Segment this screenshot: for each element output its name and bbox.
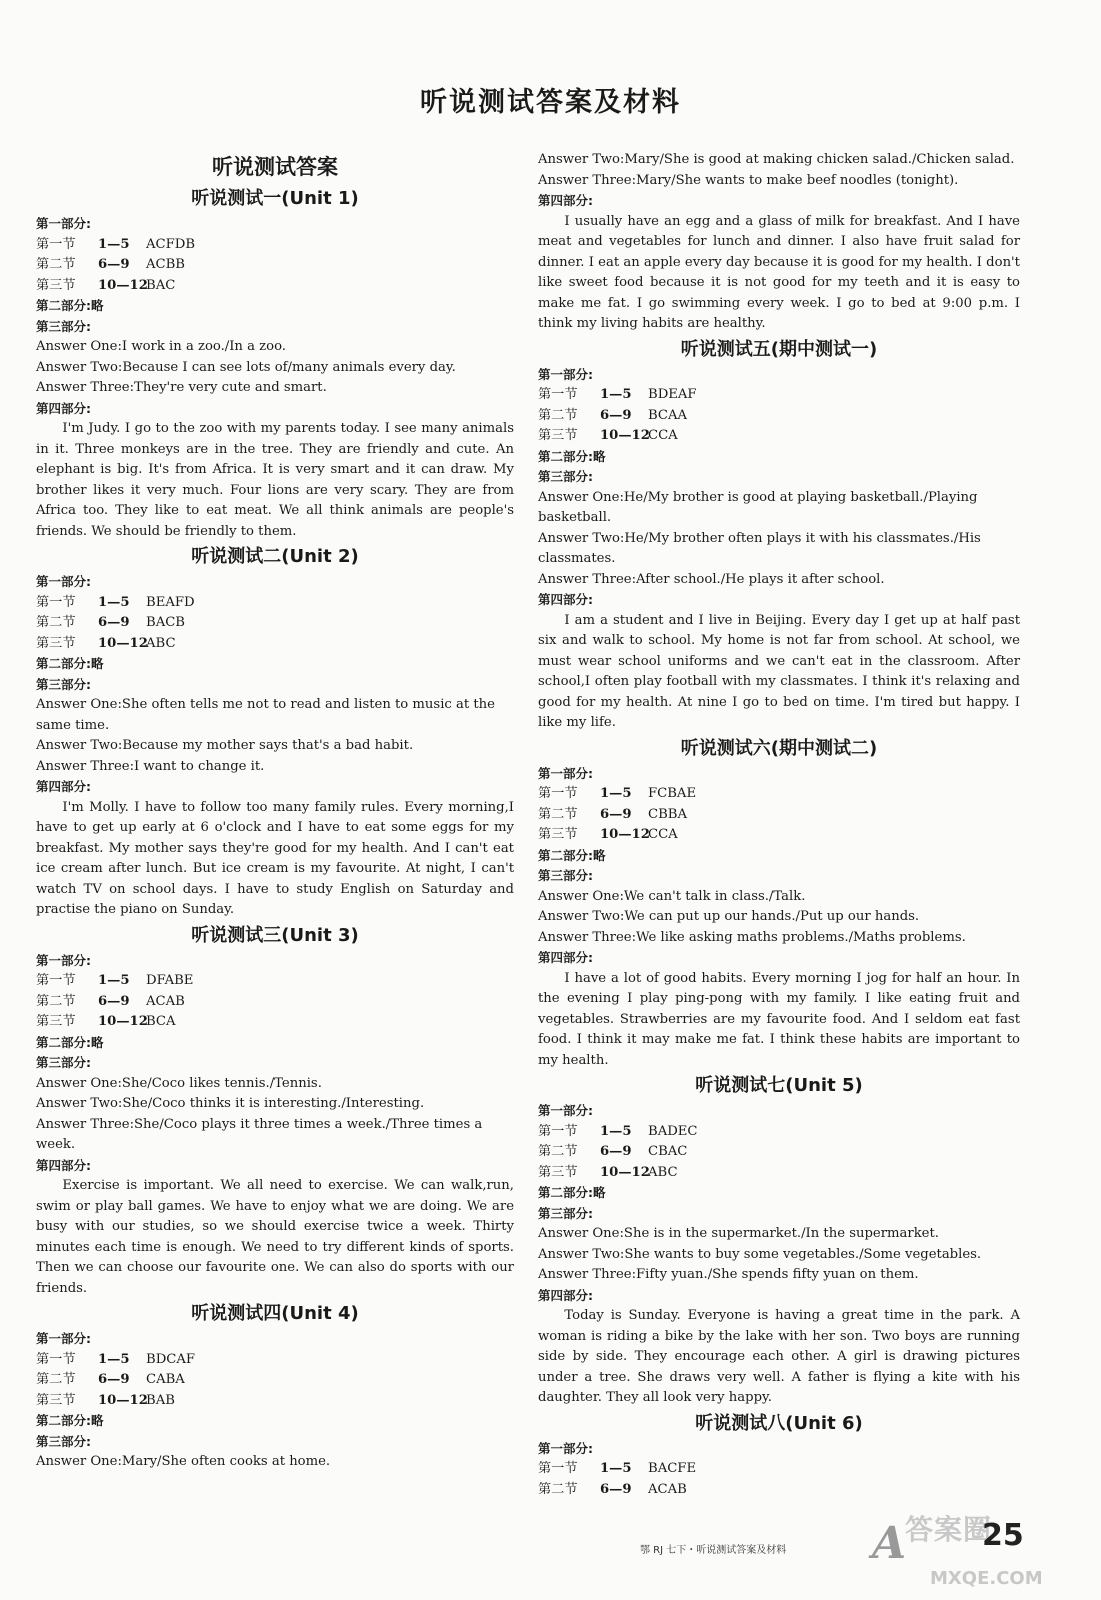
answer-line: Answer One:I work in a zoo./In a zoo.: [36, 339, 286, 354]
answer-key: BADEC: [648, 1123, 698, 1139]
question-range: 10—12: [98, 1014, 148, 1029]
question-range: 6—9: [600, 1144, 632, 1159]
question-range: 1—5: [600, 1123, 632, 1139]
answer-key: BCA: [146, 1014, 176, 1029]
section-label: 第二节: [538, 806, 578, 822]
part-label: 第三部分:: [36, 1433, 91, 1449]
section-label: 第三节: [36, 635, 76, 651]
answer-row: [36, 613, 514, 634]
left-column: [36, 150, 514, 1473]
part-label: 第一部分:: [36, 574, 91, 589]
part-label: 第一部分:: [36, 216, 91, 231]
answer-key: BDEAF: [648, 387, 697, 402]
test-1-title: 听说测试一(Unit 1): [191, 188, 359, 209]
answer-key: CCA: [648, 827, 678, 842]
part-label: 第二部分:略: [538, 847, 606, 863]
answer-line: Answer Two:Because my mother says that's a bad habit.: [36, 738, 414, 753]
answer-key: BCAA: [648, 407, 688, 423]
question-range: 6—9: [600, 407, 632, 423]
question-range: 10—12: [600, 428, 650, 443]
section-label: 第二节: [36, 1372, 76, 1387]
answer-key: CCA: [648, 428, 678, 443]
question-range: 10—12: [98, 277, 148, 293]
answer-row: [538, 1142, 1020, 1163]
part-label: 第四部分:: [538, 1287, 593, 1303]
section-label: 第一节: [538, 1123, 578, 1139]
part-label: 第三部分:: [36, 676, 91, 692]
section-label: 第一节: [36, 594, 76, 610]
part-label: 第四部分:: [538, 950, 593, 965]
question-range: 6—9: [98, 257, 130, 272]
passage: Today is Sunday. Everyone is having a great time in the park. A woman is riding a bike by the lake with her son. Two boys are running side by side. They encourage each other. A girl is drawing pictures under a tree. She draws very well. A father is flying a kite with his daughter. They all look very happy.: [538, 1308, 1020, 1405]
part-label: 第四部分:: [36, 1157, 91, 1173]
answer-row: [36, 1391, 514, 1412]
part-label: 第二部分:略: [36, 1413, 104, 1428]
answer-line: Answer One:She/Coco likes tennis./Tennis.: [36, 1075, 322, 1091]
page-number: 25: [982, 1518, 1024, 1553]
answer-row: [36, 971, 514, 992]
part-label: 第三部分:: [538, 1205, 593, 1221]
test-3-title: 听说测试三(Unit 3): [191, 924, 359, 946]
part-label: 第三部分:: [36, 1055, 91, 1070]
answer-key: BACFE: [648, 1461, 697, 1476]
section-label: 第三节: [538, 428, 578, 443]
section-label: 第一节: [538, 387, 578, 402]
answer-line: Answer One:He/My brother is good at playing basketball./Playing basketball.: [538, 489, 978, 525]
watermark: 答案圈: [905, 1513, 993, 1546]
part-label: 第一部分:: [36, 952, 91, 968]
answer-line: Answer Three:I want to change it.: [36, 758, 265, 774]
test-4-title: 听说测试四(Unit 4): [191, 1303, 359, 1324]
question-range: 1—5: [98, 1351, 130, 1367]
page-title: 听说测试答案及材料: [420, 87, 681, 118]
question-range: 1—5: [600, 786, 632, 801]
answer-line: Answer Three:After school./He plays it after school.: [538, 571, 885, 587]
answer-row: [538, 1480, 1020, 1501]
answer-row: [36, 276, 514, 297]
question-range: 6—9: [600, 1481, 632, 1497]
question-range: 10—12: [98, 635, 148, 651]
section-label: 第二节: [538, 1144, 578, 1159]
part-label: 第二部分:略: [36, 1034, 104, 1050]
test-7-title: 听说测试七(Unit 5): [695, 1075, 863, 1096]
answer-line: Answer Three:Fifty yuan./She spends fifty yuan on them.: [538, 1267, 919, 1282]
answer-line: Answer One:She often tells me not to read and listen to music at the same time.: [36, 697, 495, 733]
answer-row: [36, 1012, 514, 1033]
answer-line: Answer Two:He/My brother often plays it with his classmates./His classmates.: [538, 530, 981, 566]
answer-line: Answer Two:Mary/She is good at making chicken salad./Chicken salad.: [538, 152, 1015, 167]
question-range: 10—12: [98, 1392, 148, 1408]
answer-key: BDCAF: [146, 1351, 196, 1367]
part-label: 第三部分:: [538, 469, 593, 484]
answer-line: Answer Two:She wants to buy some vegetables./Some vegetables.: [538, 1246, 982, 1262]
answer-row: [538, 1163, 1020, 1184]
section-title: 听说测试答案: [212, 155, 338, 179]
part-label: 第四部分:: [36, 779, 91, 794]
answer-line: Answer Three:We like asking maths problems./Maths problems.: [538, 929, 966, 945]
section-label: 第三节: [36, 277, 76, 293]
answer-key: CABA: [146, 1372, 185, 1387]
answer-key: ACBB: [146, 257, 185, 272]
section-label: 第二节: [538, 407, 578, 423]
passage: I have a lot of good habits. Every morning I jog for half an hour. In the evening I play ping-pong with my family. I like eating fruit and vegetables. Strawberries are my favourite food. And I seldom eat fast food. I think it may make me fat. I think these habits are important to my health.: [538, 970, 1020, 1068]
question-range: 10—12: [600, 1164, 650, 1180]
part-label: 第一部分:: [538, 765, 593, 781]
section-label: 第二节: [36, 993, 76, 1009]
question-range: 6—9: [600, 806, 632, 822]
section-label: 第一节: [36, 973, 76, 988]
watermark-url: MXQE.COM: [930, 1568, 1043, 1589]
answer-row: [36, 634, 514, 655]
question-range: 6—9: [98, 1372, 130, 1387]
test-8-title: 听说测试八(Unit 6): [695, 1412, 863, 1434]
answer-key: BACB: [146, 615, 185, 630]
section-label: 第三节: [538, 827, 578, 842]
answer-key: ACFDB: [146, 236, 196, 252]
answer-row: [36, 992, 514, 1013]
test-2-title: 听说测试二(Unit 2): [191, 546, 359, 567]
answer-key: BAC: [146, 277, 176, 293]
answer-key: FCBAE: [648, 786, 697, 801]
answer-line: Answer Two:Because I can see lots of/many animals every day.: [36, 359, 456, 375]
part-label: 第一部分:: [538, 1103, 593, 1118]
section-label: 第二节: [36, 615, 76, 630]
answer-key: CBAC: [648, 1144, 688, 1159]
brand-logo-icon: A: [872, 1518, 907, 1569]
part-label: 第二部分:略: [538, 448, 606, 464]
question-range: 10—12: [600, 827, 650, 842]
passage: I am a student and I live in Beijing. Every day I get up at half past six and walk to school. My home is not far from school. At school, we must wear school uniforms and we can't eat in the classroom. After school,I often play football with my classmates. I think it's relaxing and good for my health. At nine I go to bed on time. I'm tired but happy. I like my life.: [538, 612, 1020, 730]
answer-row: [36, 235, 514, 256]
answer-line: Answer Three:They're very cute and smart.: [36, 380, 327, 395]
answer-key: ABC: [146, 635, 176, 651]
section-label: 第三节: [538, 1164, 578, 1180]
passage: I'm Molly. I have to follow too many family rules. Every morning,I have to get up early at 6 o'clock and I have to eat some eggs for my breakfast. My mother says they're good for my health. And I can't eat ice cream after lunch. But ice cream is my favourite. At night, I can't watch TV on school days. I have to study English on Saturday and practise the piano on Sunday.: [36, 799, 514, 917]
answer-line: Answer Three:Mary/She wants to make beef noodles (tonight).: [538, 172, 959, 188]
part-label: 第二部分:略: [538, 1185, 606, 1200]
passage: I usually have an egg and a glass of milk for breakfast. And I have meat and vegetables for lunch and dinner. I also have fruit salad for dinner. I eat an apple every day because it is good for my health. I don't like sweet food because it is not good for my teeth and it is easy to make me fat. I go swimming every week. I go to bed at 9:00 p.m. I think my living habits are healthy.: [538, 213, 1020, 331]
section-label: 第三节: [36, 1392, 76, 1408]
answer-row: [538, 1459, 1020, 1480]
question-range: 1—5: [98, 236, 130, 252]
section-label: 第一节: [538, 1461, 578, 1476]
section-label: 第二节: [36, 257, 76, 272]
section-label: 第三节: [36, 1014, 76, 1029]
answer-key: BEAFD: [146, 594, 195, 610]
answer-line: Answer One:We can't talk in class./Talk.: [538, 888, 806, 904]
part-label: 第二部分:略: [36, 656, 104, 671]
passage: I'm Judy. I go to the zoo with my parents today. I see many animals in it. Three monkeys are in the tree. They are friendly and cute. An elephant is big. It's from Africa. It is very smart and it can draw. My brother likes it very much. Four lions are very scary. They are from Africa too. They like to eat meat. We all think animals are people's friends. We should be friendly to them.: [36, 421, 514, 539]
section-label: 第一节: [538, 786, 578, 801]
answer-row: [538, 1122, 1020, 1143]
answer-row: [36, 1370, 514, 1391]
part-label: 第四部分:: [538, 592, 593, 607]
answer-row: [538, 406, 1020, 427]
answer-key: CBBA: [648, 806, 687, 822]
part-label: 第三部分:: [36, 318, 91, 334]
part-label: 第一部分:: [538, 1440, 593, 1456]
section-label: 第二节: [538, 1481, 578, 1497]
answer-row: [36, 593, 514, 614]
right-column: [538, 150, 1020, 1500]
answer-row: [538, 825, 1020, 846]
part-label: 第三部分:: [538, 868, 593, 883]
section-label: 第一节: [36, 236, 76, 252]
answer-row: [538, 385, 1020, 406]
answer-key: ABC: [648, 1164, 678, 1180]
part-label: 第四部分:: [36, 400, 91, 416]
test-5-title: 听说测试五(期中测试一): [680, 338, 878, 360]
question-range: 1—5: [98, 973, 130, 988]
part-label: 第一部分:: [36, 1331, 91, 1346]
question-range: 1—5: [600, 1461, 632, 1476]
answer-row: [538, 426, 1020, 447]
answer-line: Answer One:Mary/She often cooks at home.: [36, 1454, 331, 1469]
answer-line: Answer Two:She/Coco thinks it is interesting./Interesting.: [36, 1096, 425, 1111]
question-range: 6—9: [98, 993, 130, 1009]
answer-line: Answer Three:She/Coco plays it three times a week./Three times a week.: [36, 1116, 483, 1152]
answer-key: ACAB: [648, 1481, 687, 1497]
part-label: 第一部分:: [538, 366, 593, 382]
question-range: 1—5: [600, 387, 632, 402]
answer-line: Answer One:She is in the supermarket./In the supermarket.: [538, 1226, 939, 1241]
question-range: 1—5: [98, 594, 130, 610]
section-label: 第一节: [36, 1351, 76, 1367]
answer-row: [36, 255, 514, 276]
answer-key: BAB: [146, 1392, 175, 1408]
part-label: 第二部分:略: [36, 298, 104, 313]
test-6-title: 听说测试六(期中测试二): [680, 737, 878, 759]
answer-row: [538, 784, 1020, 805]
answer-row: [538, 805, 1020, 826]
answer-key: ACAB: [146, 993, 185, 1009]
passage: Exercise is important. We all need to exercise. We can walk,run, swim or play ball games. We have to enjoy what we are doing. We are busy with our studies, so we should exercise twice a week. Thirty minutes each time is enough. We need to try different kinds of sports. Then we can choose our favourite one. We can also do sports with our friends.: [36, 1178, 514, 1296]
answer-row: [36, 1350, 514, 1371]
answer-line: Answer Two:We can put up our hands./Put up our hands.: [538, 909, 920, 924]
footer-text: 鄂 RJ 七下・听说测试答案及材料: [640, 1545, 787, 1556]
answer-key: DFABE: [146, 973, 194, 988]
question-range: 6—9: [98, 615, 130, 630]
part-label: 第四部分:: [538, 193, 593, 208]
